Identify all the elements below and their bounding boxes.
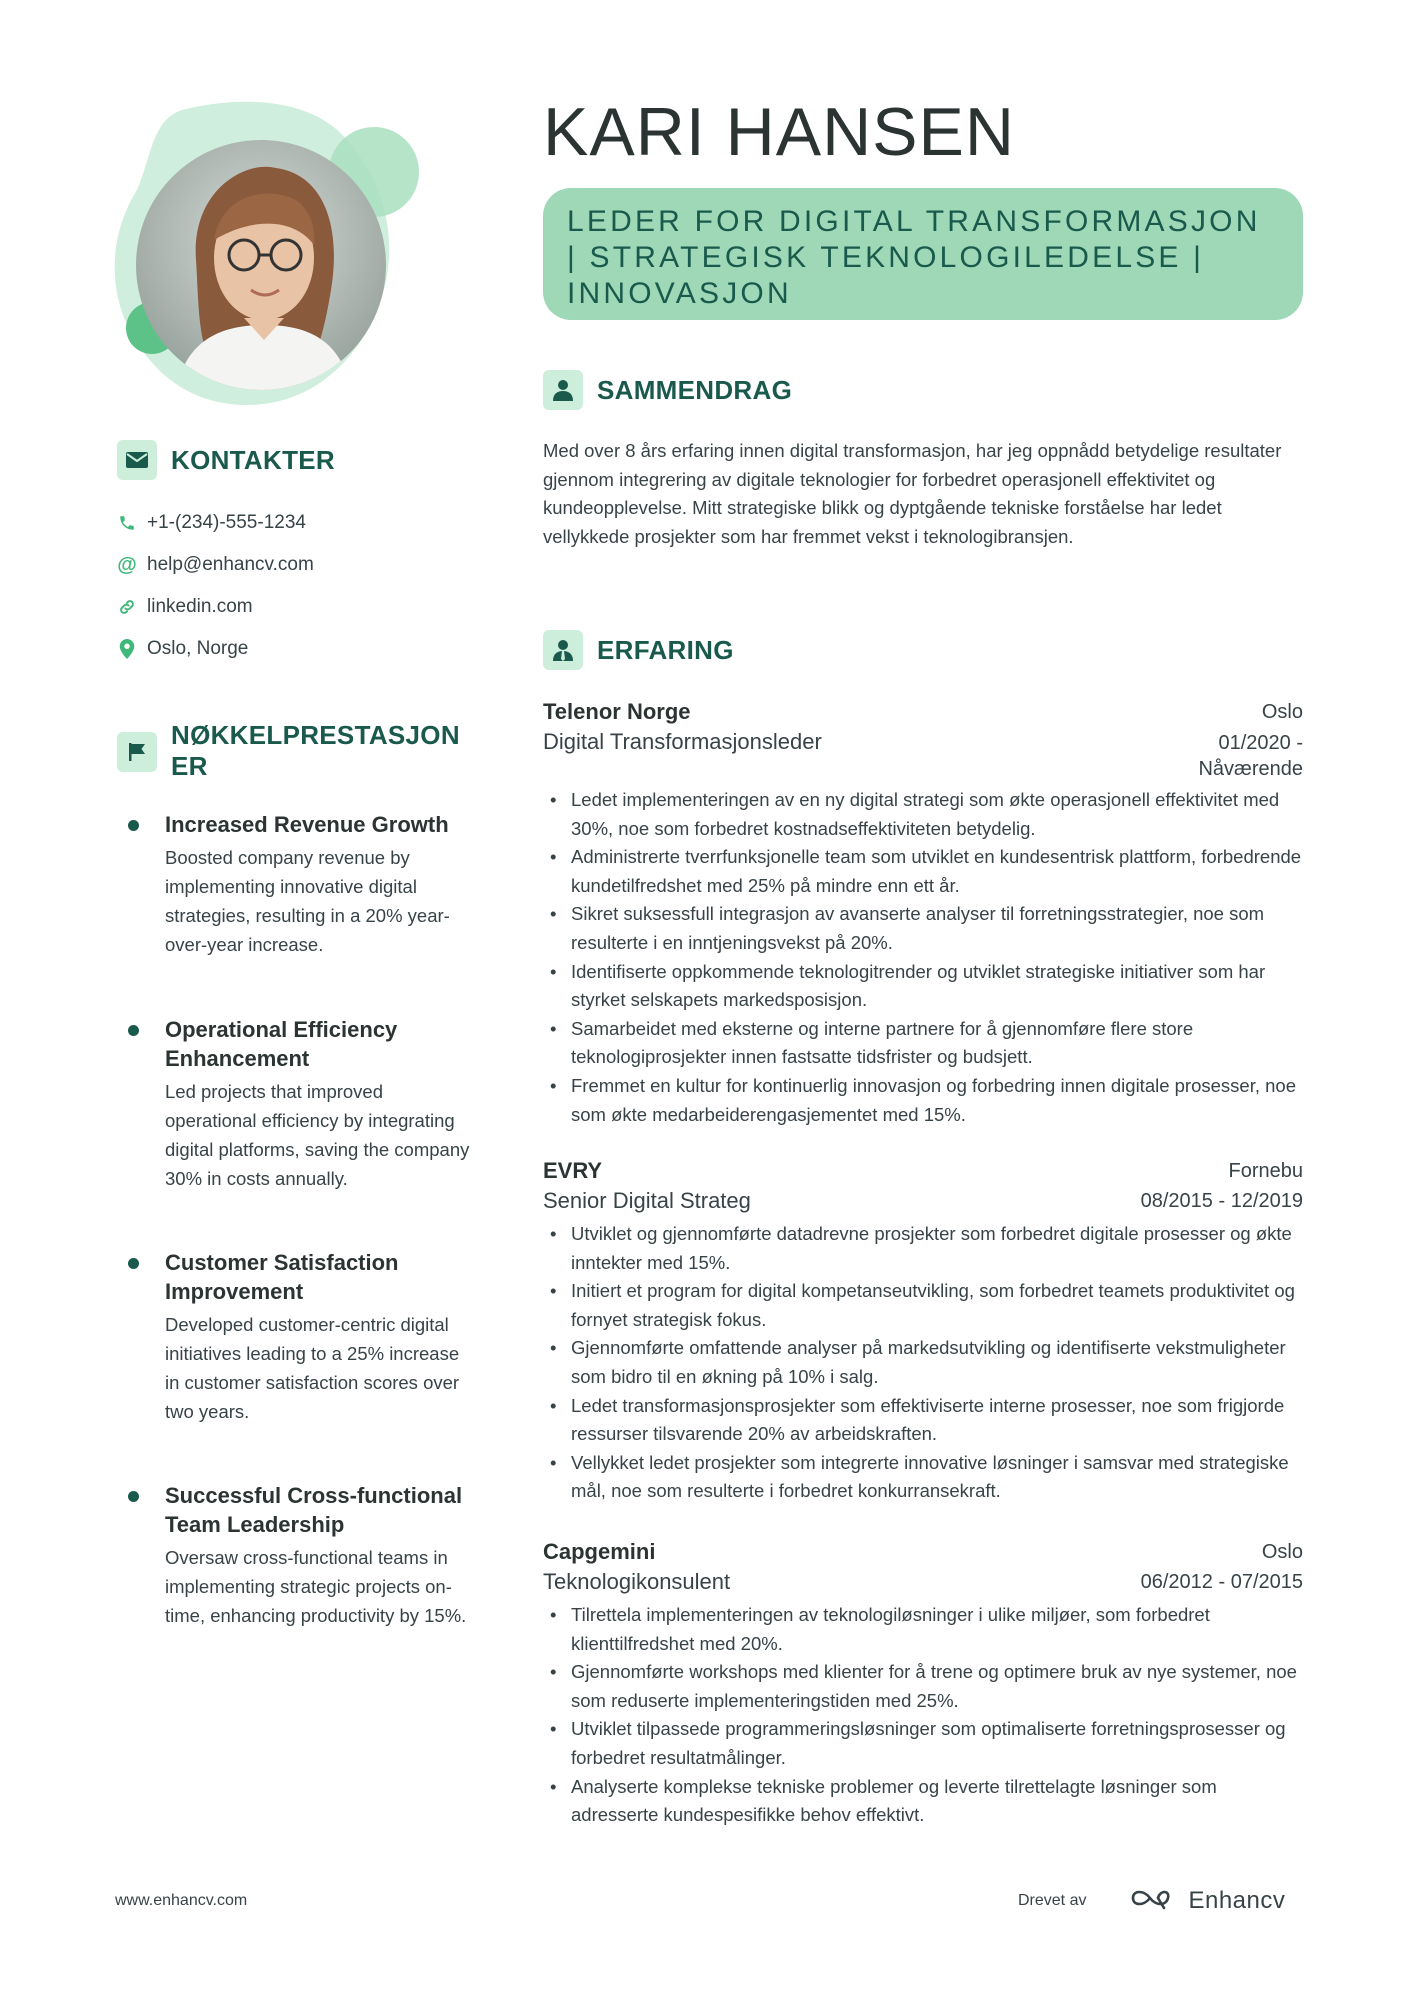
- list-item: • Identifiserte oppkommende teknologitrender og utviklet strategiske initiativer som har styrket selskapets markedsposisjon.: [543, 958, 1303, 1015]
- enhancv-logo-icon: [1130, 1886, 1178, 1915]
- experience-entry: [543, 1537, 1303, 1830]
- list-item: • Tilrettela implementeringen av teknologiløsninger i ulike miljøer, som forbedret klienttilfredshet med 20%.: [543, 1601, 1303, 1658]
- list-item: • Gjennomførte workshops med klienter for å trene og optimere bruk av nye systemer, noe som reduserte implementeringstiden med 25%.: [543, 1658, 1303, 1715]
- job-location: Oslo: [1261, 1541, 1303, 1563]
- envelope-icon: [117, 440, 157, 480]
- experience-entry: [543, 1156, 1303, 1506]
- achievement-item: Successful Cross-functional Team Leadership Oversaw cross-functional teams in implementing strategic projects on-time, enhancing productivity by 15%.: [122, 1481, 472, 1630]
- flag-icon: [117, 732, 157, 772]
- company-name: Capgemini: [543, 1539, 656, 1564]
- summary-heading: SAMMENDRAG: [543, 370, 792, 410]
- headline-text: LEDER FOR DIGITAL TRANSFORMASJON | STRATEGISK TEKNOLOGILEDELSE | INNOVASJON: [567, 205, 1261, 310]
- location-pin-icon: [117, 639, 137, 659]
- profile-photo: [112, 100, 432, 410]
- powered-by-label: Drevet av: [1018, 1891, 1087, 1909]
- briefcase-user-icon: [543, 630, 583, 670]
- job-dates: 01/2020 - Nåværende: [1198, 732, 1303, 780]
- link-icon: [117, 597, 137, 617]
- summary-text: Med over 8 års erfaring innen digital transformasjon, har jeg oppnådd betydelige resultater gjennom integrering av digitale teknologier for forbedret operasjonell effektivitet og kundeopplevelse. Mitt strategiske blikk og dyptgående tekniske forståelse har ledet vellykkede prosjekter som har fremmet vekst i teknologibransjen.: [543, 440, 1282, 547]
- job-location: Oslo: [1261, 701, 1303, 723]
- list-item: • Samarbeidet med eksterne og interne partnere for å gjennomføre flere store teknologiprosjekter innen fastsatte tidsfrister og budsjett.: [543, 1015, 1303, 1072]
- experience-heading: ERFARING: [543, 630, 734, 670]
- at-icon: @: [117, 553, 137, 576]
- job-dates: 06/2012 - 07/2015: [1140, 1571, 1303, 1593]
- achievement-item: Operational Efficiency Enhancement Led projects that improved operational efficiency by integrating digital platforms, saving the company 30% in costs annually.: [122, 1015, 472, 1193]
- contact-linkedin[interactable]: linkedin.com: [117, 596, 253, 618]
- job-bullets: [543, 1220, 1303, 1506]
- list-item: • Gjennomførte omfattende analyser på markedsutvikling og identifiserte vekstmuligheter som bidro til en økning på 10% i salg.: [543, 1334, 1303, 1391]
- list-item: • Administrerte tverrfunksjonelle team som utviklet en kundesentrisk plattform, forbedrende kundetilfredshet med 25% på mindre enn ett år.: [543, 843, 1303, 900]
- list-item: • Utviklet tilpassede programmeringsløsninger som optimaliserte forretningsprosesser og forbedret resultatmålinger.: [543, 1715, 1303, 1772]
- list-item: • Analyserte komplekse tekniske problemer og leverte tilrettelagte løsninger som adresserte kundespesifikke behov effektivt.: [543, 1773, 1303, 1830]
- achievements-heading: NØKKELPRESTASJON ER: [117, 720, 461, 782]
- footer-website-link[interactable]: www.enhancv.com: [115, 1892, 248, 1909]
- achievement-item: Customer Satisfaction Improvement Developed customer-centric digital initiatives leading to a 25% increase in customer satisfaction scores over two years.: [122, 1248, 472, 1426]
- contact-phone[interactable]: +1-(234)-555-1234: [117, 512, 306, 534]
- experience-entry: [543, 697, 1303, 1129]
- phone-icon: [117, 513, 137, 533]
- achievement-item: Increased Revenue Growth Boosted company revenue by implementing innovative digital strategies, resulting in a 20% year-over-year increase.: [122, 810, 472, 959]
- avatar: [136, 140, 386, 390]
- footer-brand[interactable]: [1018, 1886, 1285, 1915]
- list-item: • Sikret suksessfull integrasjon av avanserte analyser til forretningsstrategier, noe som resulterte i en inntjeningsvekst på 20%.: [543, 900, 1303, 957]
- list-item: • Initiert et program for digital kompetanseutvikling, som forbedret teamets produktivitet og fornyet strategisk fokus.: [543, 1277, 1303, 1334]
- candidate-name: KARI HANSEN: [543, 94, 1015, 170]
- job-location: Fornebu: [1228, 1160, 1303, 1182]
- brand-name: Enhancv: [1188, 1886, 1286, 1914]
- job-bullets: [543, 1601, 1303, 1830]
- company-name: Telenor Norge: [543, 699, 691, 724]
- job-role: Digital Transformasjonsleder: [543, 729, 822, 754]
- job-dates: 08/2015 - 12/2019: [1140, 1190, 1303, 1212]
- job-bullets: [543, 786, 1303, 1129]
- job-role: Senior Digital Strateg: [543, 1188, 751, 1213]
- list-item: • Utviklet og gjennomførte datadrevne prosjekter som forbedret digitale prosesser og økte inntekter med 15%.: [543, 1220, 1303, 1277]
- list-item: • Fremmet en kultur for kontinuerlig innovasjon og forbedring innen digitale prosesser, noe som økte medarbeiderengasjementet med 15%.: [543, 1072, 1303, 1129]
- contact-email[interactable]: @ help@enhancv.com: [117, 553, 314, 576]
- list-item: • Ledet transformasjonsprosjekter som effektiviserte interne prosesser, noe som frigjorde ressurser tilsvarende 20% av arbeidskraften.: [543, 1392, 1303, 1449]
- list-item: • Vellykket ledet prosjekter som integrerte innovative løsninger i samsvar med strategiske mål, noe som resulterte i forbedret konkurransekraft.: [543, 1449, 1303, 1506]
- contacts-heading: KONTAKTER: [117, 440, 335, 480]
- user-icon: [543, 370, 583, 410]
- list-item: • Ledet implementeringen av en ny digital strategi som økte operasjonell effektivitet med 30%, noe som forbedret kostnadseffektiviteten betydelig.: [543, 786, 1303, 843]
- company-name: EVRY: [543, 1158, 603, 1183]
- contact-location: Oslo, Norge: [117, 638, 248, 660]
- headline-banner: [543, 188, 1303, 320]
- job-role: Teknologikonsulent: [543, 1569, 731, 1594]
